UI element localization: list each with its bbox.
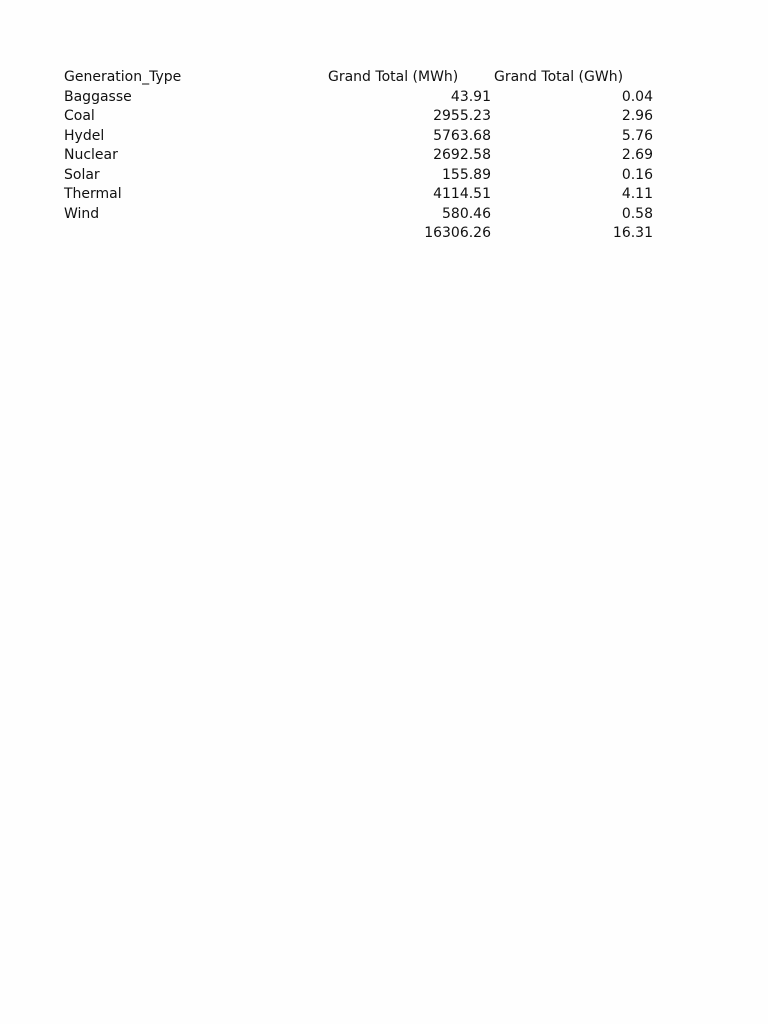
cell-generation-type: Solar: [64, 166, 100, 183]
cell-generation-type: Coal: [64, 108, 95, 124]
cell-grand-total-mwh: 2692.58: [433, 147, 491, 163]
total-grand-total-gwh: 16.31: [612, 225, 653, 241]
header-grand-total-mwh: Grand Total (MWh): [328, 69, 459, 85]
cell-generation-type: Hydel: [64, 127, 105, 144]
cell-grand-total-gwh: 5.76: [621, 127, 653, 144]
cell-grand-total-gwh: 2.96: [621, 108, 653, 124]
cell-grand-total-gwh: 0.04: [621, 88, 653, 105]
cell-grand-total-gwh: 0.16: [621, 166, 653, 183]
cell-grand-total-mwh: 4114.51: [433, 186, 491, 202]
cell-grand-total-mwh: 155.89: [442, 166, 491, 183]
cell-grand-total-mwh: 580.46: [442, 205, 491, 222]
cell-generation-type: Wind: [64, 205, 100, 222]
cell-grand-total-gwh: 2.69: [621, 147, 653, 163]
cell-grand-total-mwh: 5763.68: [433, 127, 491, 144]
cell-grand-total-gwh: 0.58: [621, 205, 653, 222]
cell-grand-total-mwh: 2955.23: [433, 108, 491, 124]
total-grand-total-mwh: 16306.26: [424, 225, 491, 241]
cell-grand-total-mwh: 43.91: [450, 88, 491, 105]
header-generation-type: Generation_Type: [64, 69, 182, 85]
cell-generation-type: Thermal: [64, 186, 122, 202]
cell-generation-type: Nuclear: [64, 147, 118, 163]
header-grand-total-gwh: Grand Total (GWh): [494, 69, 624, 85]
cell-generation-type: Baggasse: [64, 88, 132, 105]
cell-grand-total-gwh: 4.11: [621, 186, 653, 202]
